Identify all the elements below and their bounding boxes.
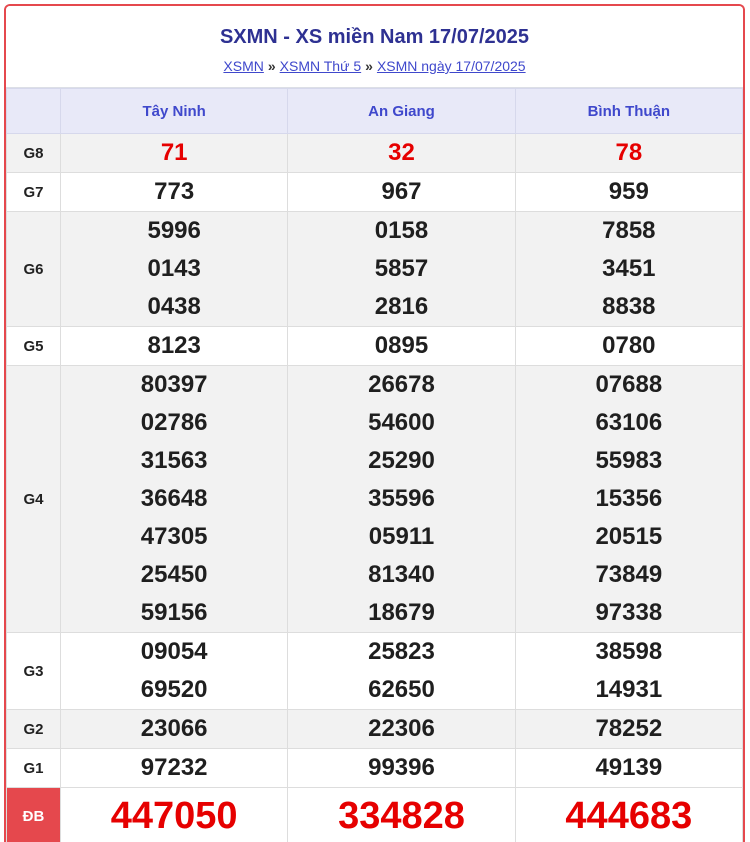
prize-number: 99396	[368, 754, 435, 781]
breadcrumb-separator: »	[365, 58, 373, 74]
prize-label-g4: G4	[7, 366, 61, 633]
prize-number: 18679	[368, 599, 435, 626]
prize-number: 09054	[140, 638, 208, 665]
prize-number: 47305	[140, 523, 208, 550]
prize-label-g8: G8	[7, 134, 61, 173]
prize-number: 80397	[140, 371, 208, 398]
prize-row-g3	[7, 633, 743, 710]
province-header-tay-ninh: Tây Ninh	[61, 89, 288, 134]
prize-number: 05911	[368, 523, 435, 550]
prize-number: 02786	[140, 409, 208, 436]
prize-cell-g1-an-giang	[288, 749, 515, 788]
prize-row-g2	[7, 710, 743, 749]
prize-cell-g5-tay-ninh	[61, 327, 288, 366]
prize-row-g6	[7, 212, 743, 327]
breadcrumb-link-xsmn[interactable]: XSMN	[223, 58, 264, 74]
prize-number: 63106	[595, 409, 663, 436]
prize-cell-g2-tay-ninh	[61, 710, 288, 749]
prize-number: 54600	[368, 409, 435, 436]
prize-number: 5857	[374, 255, 429, 282]
prize-cell-g4-tay-ninh	[61, 366, 288, 633]
prize-number: 0780	[602, 332, 656, 359]
prize-cell-g2-binh-thuan	[515, 710, 742, 749]
prize-number: 7858	[602, 217, 656, 244]
prize-cell-g6-an-giang	[288, 212, 515, 327]
prize-number: 81340	[368, 561, 435, 588]
prize-cell-g3-tay-ninh	[61, 633, 288, 710]
prize-number: 0158	[374, 217, 429, 244]
prize-number: 14931	[595, 676, 663, 703]
prize-number: 5996	[147, 217, 201, 244]
prize-number: 32	[388, 139, 415, 166]
results-panel	[4, 4, 745, 842]
prize-label-db: ĐB	[7, 788, 61, 842]
prize-number: 0143	[147, 255, 201, 282]
prize-number: 25450	[140, 561, 208, 588]
prize-number: 20515	[595, 523, 663, 550]
prize-number: 55983	[595, 447, 663, 474]
prize-cell-g1-tay-ninh	[61, 749, 288, 788]
prize-row-g5	[7, 327, 743, 366]
prize-cell-db-an-giang	[288, 788, 515, 842]
prize-number: 78	[615, 139, 643, 166]
prize-row-g8	[7, 134, 743, 173]
prize-number: 773	[154, 178, 195, 205]
prize-label-g7: G7	[7, 173, 61, 212]
prize-number: 69520	[140, 676, 208, 703]
province-header-binh-thuan: Bình Thuận	[515, 89, 742, 134]
province-header-row	[7, 89, 743, 134]
prize-row-db	[7, 788, 743, 842]
prize-cell-db-binh-thuan	[515, 788, 742, 842]
prize-label-g5: G5	[7, 327, 61, 366]
header-corner	[7, 89, 61, 134]
prize-number: 8838	[602, 293, 656, 320]
prize-cell-g7-an-giang	[288, 173, 515, 212]
prize-number: 31563	[140, 447, 208, 474]
results-table	[6, 88, 743, 842]
prize-number: 97232	[140, 754, 208, 781]
results-header	[6, 6, 743, 88]
prize-number: 25290	[368, 447, 435, 474]
prize-number: 967	[381, 178, 422, 205]
prize-number: 959	[608, 178, 649, 205]
prize-cell-g4-an-giang	[288, 366, 515, 633]
prize-cell-g3-an-giang	[288, 633, 515, 710]
prize-number: 15356	[595, 485, 663, 512]
prize-number: 97338	[595, 599, 663, 626]
province-header-an-giang: An Giang	[288, 89, 515, 134]
prize-number: 07688	[595, 371, 663, 398]
prize-number: 0895	[374, 332, 429, 359]
prize-label-g3: G3	[7, 633, 61, 710]
breadcrumb	[6, 58, 743, 74]
prize-number: 444683	[565, 795, 693, 837]
prize-number: 38598	[595, 638, 663, 665]
prize-number: 23066	[140, 715, 208, 742]
prize-number: 25823	[368, 638, 435, 665]
prize-number: 62650	[368, 676, 435, 703]
prize-number: 8123	[147, 332, 201, 359]
prize-number: 26678	[368, 371, 435, 398]
prize-row-g7	[7, 173, 743, 212]
prize-cell-g7-binh-thuan	[515, 173, 742, 212]
prize-cell-g8-an-giang	[288, 134, 515, 173]
prize-cell-g6-binh-thuan	[515, 212, 742, 327]
prize-number: 36648	[140, 485, 208, 512]
prize-cell-g8-tay-ninh	[61, 134, 288, 173]
prize-number: 22306	[368, 715, 435, 742]
prize-cell-g6-tay-ninh	[61, 212, 288, 327]
prize-number: 0438	[147, 293, 201, 320]
prize-cell-g2-an-giang	[288, 710, 515, 749]
prize-cell-g8-binh-thuan	[515, 134, 742, 173]
prize-cell-g7-tay-ninh	[61, 173, 288, 212]
prize-cell-g3-binh-thuan	[515, 633, 742, 710]
prize-number: 49139	[595, 754, 663, 781]
breadcrumb-link-date[interactable]: XSMN ngày 17/07/2025	[376, 58, 526, 74]
prize-row-g4	[7, 366, 743, 633]
prize-number: 334828	[338, 795, 465, 837]
prize-number: 447050	[110, 795, 238, 837]
prize-number: 35596	[368, 485, 435, 512]
prize-number: 2816	[374, 293, 429, 320]
prize-cell-g1-binh-thuan	[515, 749, 742, 788]
prize-label-g1: G1	[7, 749, 61, 788]
prize-row-g1	[7, 749, 743, 788]
prize-number: 73849	[595, 561, 663, 588]
prize-cell-g5-binh-thuan	[515, 327, 742, 366]
prize-cell-g4-binh-thuan	[515, 366, 742, 633]
prize-label-g6: G6	[7, 212, 61, 327]
prize-cell-g5-an-giang	[288, 327, 515, 366]
prize-number: 78252	[595, 715, 663, 742]
breadcrumb-link-thursday[interactable]: XSMN Thứ 5	[279, 58, 362, 74]
prize-number: 59156	[140, 599, 208, 626]
prize-cell-db-tay-ninh	[61, 788, 288, 842]
page-title: SXMN - XS miền Nam 17/07/2025	[219, 26, 530, 48]
prize-number: 71	[160, 139, 188, 166]
prize-label-g2: G2	[7, 710, 61, 749]
prize-number: 3451	[602, 255, 656, 282]
breadcrumb-separator: »	[267, 58, 276, 74]
